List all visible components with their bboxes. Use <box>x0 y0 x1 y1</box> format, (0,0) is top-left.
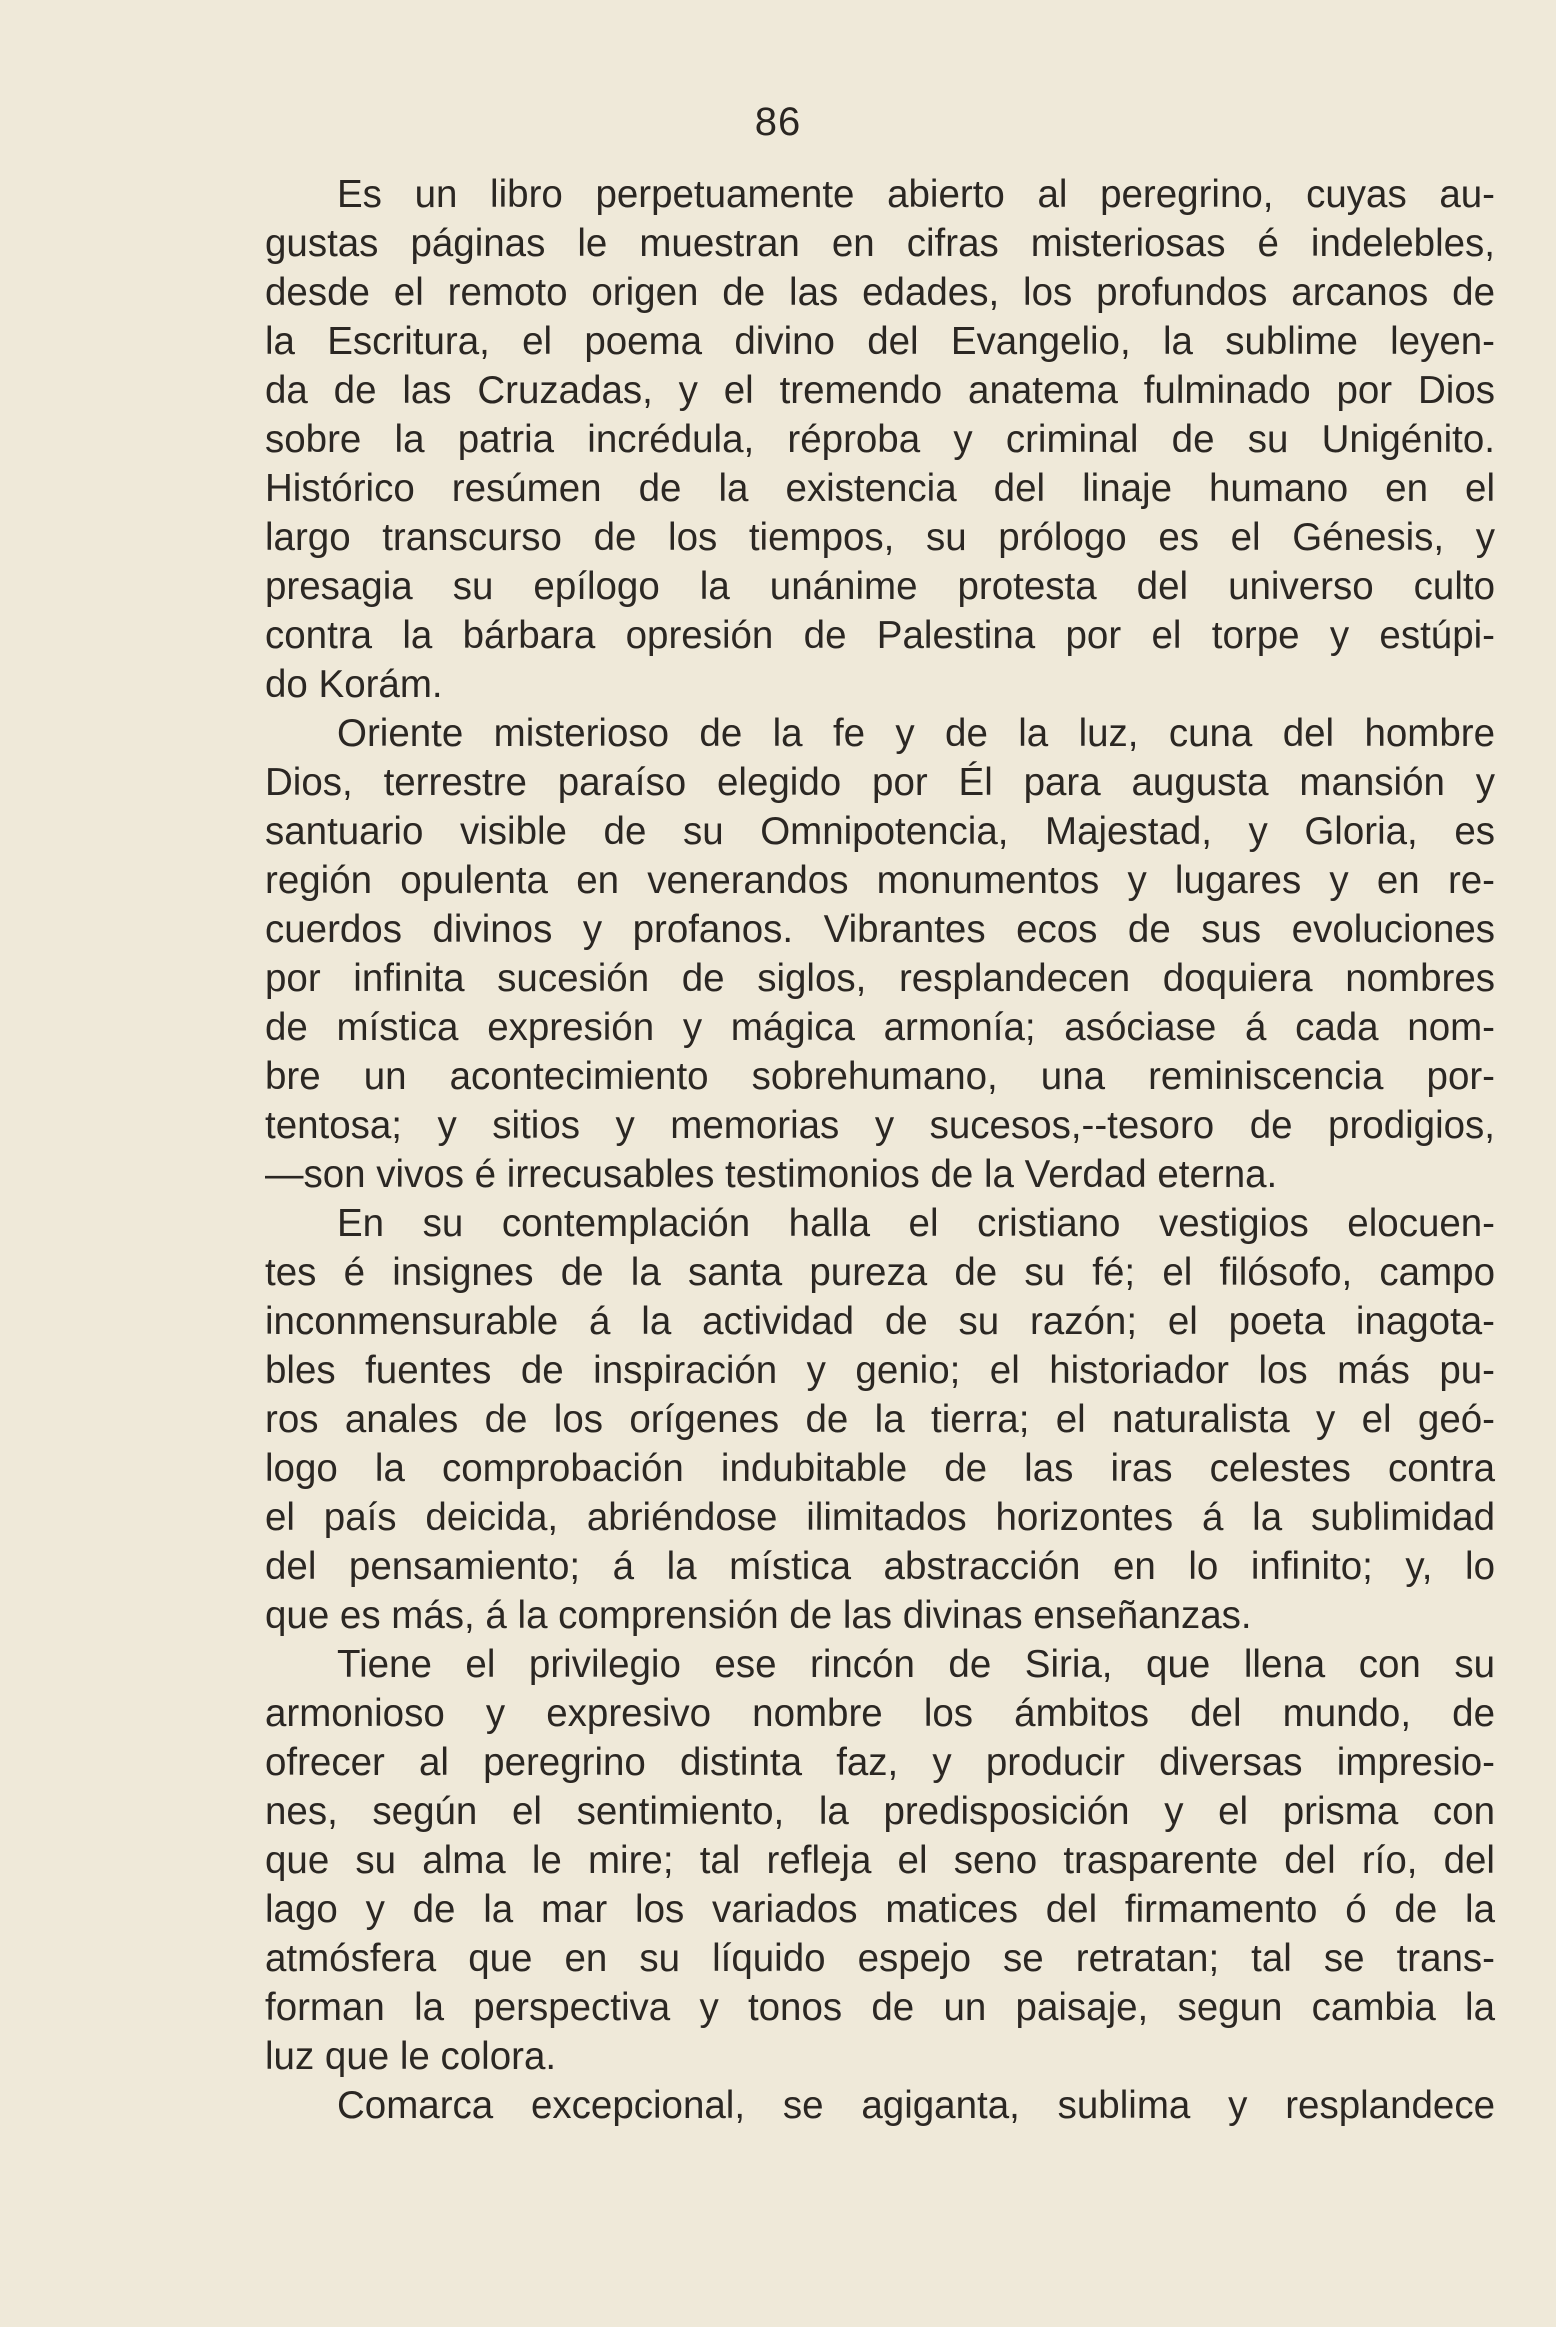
text-line: Histórico resúmen de la existencia del linaje humano en el <box>265 467 1495 510</box>
text-line: que es más, á la comprensión de las divinas enseñanzas. <box>265 1594 1252 1637</box>
text-line: bles fuentes de inspiración y genio; el historiador los más pu- <box>265 1349 1495 1392</box>
text-line: bre un acontecimiento sobrehumano, una reminiscencia por- <box>265 1055 1495 1098</box>
text-line: Es un libro perpetuamente abierto al peregrino, cuyas au- <box>337 173 1495 216</box>
text-line: forman la perspectiva y tonos de un paisaje, segun cambia la <box>265 1986 1495 2029</box>
text-line: la Escritura, el poema divino del Evangelio, la sublime leyen- <box>265 320 1495 363</box>
body-text <box>265 170 1495 2130</box>
text-line: Tiene el privilegio ese rincón de Siria, que llena con su <box>337 1643 1495 1686</box>
text-line: desde el remoto origen de las edades, los profundos arcanos de <box>265 271 1495 314</box>
text-line: atmósfera que en su líquido espejo se retratan; tal se trans- <box>265 1937 1495 1980</box>
text-line: inconmensurable á la actividad de su razón; el poeta inagota- <box>265 1300 1495 1343</box>
text-line: luz que le colora. <box>265 2035 557 2078</box>
text-line: el país deicida, abriéndose ilimitados horizontes á la sublimidad <box>265 1496 1495 1539</box>
text-line: de mística expresión y mágica armonía; asóciase á cada nom- <box>265 1006 1495 1049</box>
text-line: logo la comprobación indubitable de las iras celestes contra <box>265 1447 1495 1490</box>
text-line: En su contemplación halla el cristiano vestigios elocuen- <box>337 1202 1495 1245</box>
text-line: ofrecer al peregrino distinta faz, y producir diversas impresio- <box>265 1741 1495 1784</box>
text-line: sobre la patria incrédula, réproba y criminal de su Unigénito. <box>265 418 1495 461</box>
text-line: por infinita sucesión de siglos, resplandecen doquiera nombres <box>265 957 1495 1000</box>
text-line: Comarca excepcional, se agiganta, sublima y resplandece <box>337 2084 1495 2127</box>
text-line: Oriente misterioso de la fe y de la luz, cuna del hombre <box>337 712 1495 755</box>
text-line: da de las Cruzadas, y el tremendo anatema fulminado por Dios <box>265 369 1495 412</box>
text-line: tes é insignes de la santa pureza de su fé; el filósofo, campo <box>265 1251 1495 1294</box>
text-line: do Korám. <box>265 663 443 706</box>
text-line: contra la bárbara opresión de Palestina por el torpe y estúpi- <box>265 614 1495 657</box>
text-line: santuario visible de su Omnipotencia, Majestad, y Gloria, es <box>265 810 1495 853</box>
text-line: armonioso y expresivo nombre los ámbitos del mundo, de <box>265 1692 1495 1735</box>
text-line: que su alma le mire; tal refleja el seno trasparente del río, del <box>265 1839 1495 1882</box>
text-line: Dios, terrestre paraíso elegido por Él para augusta mansión y <box>265 761 1495 804</box>
text-line: del pensamiento; á la mística abstracción en lo infinito; y, lo <box>265 1545 1495 1588</box>
text-line: cuerdos divinos y profanos. Vibrantes ecos de sus evoluciones <box>265 908 1495 951</box>
text-line: gustas páginas le muestran en cifras misteriosas é indelebles, <box>265 222 1495 265</box>
text-line: —son vivos é irrecusables testimonios de la Verdad eterna. <box>265 1153 1278 1196</box>
text-line: tentosa; y sitios y memorias y sucesos,--tesoro de prodigios, <box>265 1104 1495 1147</box>
text-line: ros anales de los orígenes de la tierra; el naturalista y el geó- <box>265 1398 1495 1441</box>
page-number: 86 <box>754 100 802 144</box>
text-line: presagia su epílogo la unánime protesta del universo culto <box>265 565 1495 608</box>
text-line: largo transcurso de los tiempos, su prólogo es el Génesis, y <box>265 516 1495 559</box>
text-line: nes, según el sentimiento, la predisposición y el prisma con <box>265 1790 1495 1833</box>
text-line: lago y de la mar los variados matices del firmamento ó de la <box>265 1888 1495 1931</box>
text-line: región opulenta en venerandos monumentos y lugares y en re- <box>265 859 1495 902</box>
